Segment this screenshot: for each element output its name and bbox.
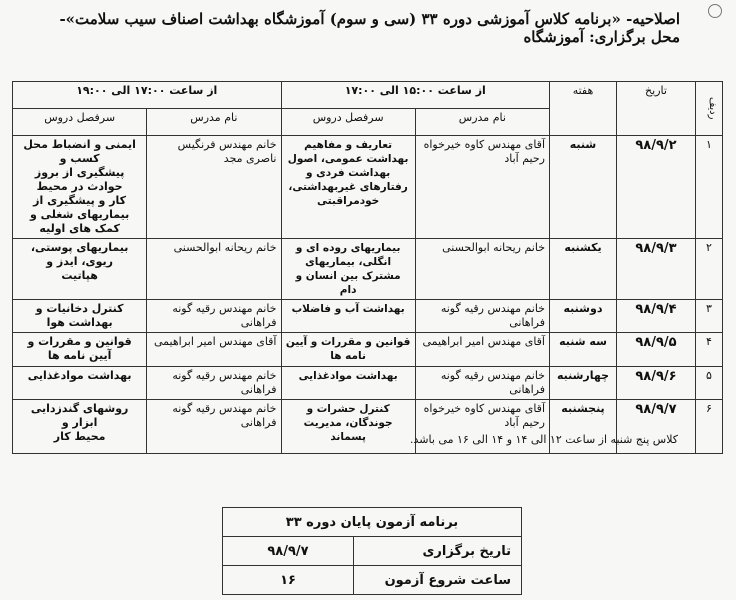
table-row	[13, 136, 723, 239]
syllabus-cell: بهداشت موادغذایی	[298, 370, 398, 382]
syllabus-cell: قوانین و مقررات و آیین نامه ها	[285, 336, 411, 362]
syllabus-cell: روشهای گندزدایی ابزار و محیط کار	[30, 402, 129, 443]
day-cell: دوشنبه	[550, 300, 617, 333]
syllabus-cell: قوانین و مقررات و آیین نامه ها	[27, 335, 132, 362]
radif-cell: ۶	[696, 400, 723, 454]
syllabus-cell: کنترل حشرات و جوندگان، مدیریت پسماند	[303, 403, 393, 443]
exam-title: برنامه آزمون پایان دوره ۳۳	[223, 508, 522, 537]
radif-cell: ۳	[696, 300, 723, 333]
document-title: اصلاحیه- «برنامه کلاس آموزشی دوره ۳۳ (سی و سوم) آموزشگاه بهداشت اصناف سیب سلامت»- محل برگزاری: آموزشگاه	[59, 10, 680, 46]
syllabus-header: سرفصل دروس	[281, 109, 415, 136]
syllabus-cell: ایمنی و انضباط محل کسب و پیشگیری از بروز حوادث در محیط کار و پیشگیری از بیماریهای شغلی و کمک های اولیه	[23, 138, 136, 235]
date-cell: ۹۸/۹/۴	[617, 300, 696, 333]
teacher-cell: آقای مهندس امیر ابراهیمی	[154, 335, 277, 348]
teacher-cell: خانم مهندس رقیه گونه فراهانی	[172, 402, 277, 429]
syllabus-header: سرفصل دروس	[13, 109, 147, 136]
exam-start-value: ۱۶	[223, 566, 354, 595]
syllabus-cell: تعاریف و مفاهیم بهداشت عمومی، اصول بهداشت فردی و رفتارهای غیربهداشتی، خودمراقبتی	[287, 139, 409, 207]
exam-date-value: ۹۸/۹/۷	[223, 537, 354, 566]
day-cell: چهارشنبه	[550, 367, 617, 400]
exam-start-row	[223, 566, 522, 595]
teacher-cell: خانم مهندس رقیه گونه فراهانی	[172, 369, 277, 396]
table-row	[13, 333, 723, 367]
teacher-cell: آقای مهندس کاوه خیرخواه رحیم آباد	[423, 138, 545, 165]
date-cell: ۹۸/۹/۶	[617, 367, 696, 400]
date-header: تاریخ	[617, 82, 696, 136]
syllabus-cell: کنترل دخانیات و بهداشت هوا	[35, 302, 124, 329]
day-cell: سه شنبه	[550, 333, 617, 367]
teacher-cell: آقای مهندس امیر ابراهیمی	[422, 335, 545, 348]
day-cell: پنجشنبه	[550, 400, 617, 454]
date-cell: ۹۸/۹/۲	[617, 136, 696, 239]
syllabus-cell: بهداشت آب و فاضلاب	[291, 303, 405, 315]
teacher-header: نام مدرس	[415, 109, 549, 136]
exam-title-row	[223, 508, 522, 537]
day-cell: یکشنبه	[550, 239, 617, 300]
syllabus-cell: بیماریهای روده ای و انگلی، بیماریهای مشترک بین انسان و دام	[295, 242, 401, 296]
header-row-1	[13, 82, 723, 109]
corner-mark	[708, 4, 722, 18]
syllabus-cell: بهداشت موادغذایی	[27, 369, 132, 382]
slot2-header: از ساعت ۱۷:۰۰ الی ۱۹:۰۰	[13, 82, 282, 109]
date-cell: ۹۸/۹/۷	[617, 400, 696, 454]
teacher-header: نام مدرس	[147, 109, 281, 136]
day-cell: شنبه	[550, 136, 617, 239]
teacher-cell: خانم مهندس فرنگیس ناصری مجد	[177, 138, 277, 165]
table-row	[13, 367, 723, 400]
teacher-cell: خانم مهندس رقیه گونه فراهانی	[440, 302, 545, 329]
teacher-cell: خانم ریحانه ابوالحسنی	[442, 241, 545, 254]
slot1-header: از ساعت ۱۵:۰۰ الی ۱۷:۰۰	[281, 82, 550, 109]
radif-cell: ۱	[696, 136, 723, 239]
exam-date-row	[223, 537, 522, 566]
teacher-cell: خانم مهندس رقیه گونه فراهانی	[440, 369, 545, 396]
radif-header: ردیف	[696, 82, 723, 136]
radif-cell: ۴	[696, 333, 723, 367]
week-header: هفته	[550, 82, 617, 136]
radif-cell: ۲	[696, 239, 723, 300]
radif-cell: ۵	[696, 367, 723, 400]
exam-date-label: تاریخ برگزاری	[354, 537, 522, 566]
exam-start-label: ساعت شروع آزمون	[354, 566, 522, 595]
syllabus-cell: بیماریهای پوستی، ریوی، ایدز و هپاتیت	[30, 241, 129, 282]
table-row	[13, 239, 723, 300]
table-row	[13, 300, 723, 333]
date-cell: ۹۸/۹/۵	[617, 333, 696, 367]
thursday-note: کلاس پنج شنبه از ساعت ۱۲ الی ۱۴ و ۱۴ الی ۱۶ می باشد.	[410, 433, 678, 446]
teacher-cell: خانم ریحانه ابوالحسنی	[173, 241, 277, 254]
teacher-cell: خانم مهندس رقیه گونه فراهانی	[172, 302, 277, 329]
schedule-table	[12, 81, 723, 454]
exam-table	[222, 507, 522, 595]
date-cell: ۹۸/۹/۳	[617, 239, 696, 300]
teacher-cell: آقای مهندس کاوه خیرخواه رحیم آباد	[423, 402, 545, 429]
